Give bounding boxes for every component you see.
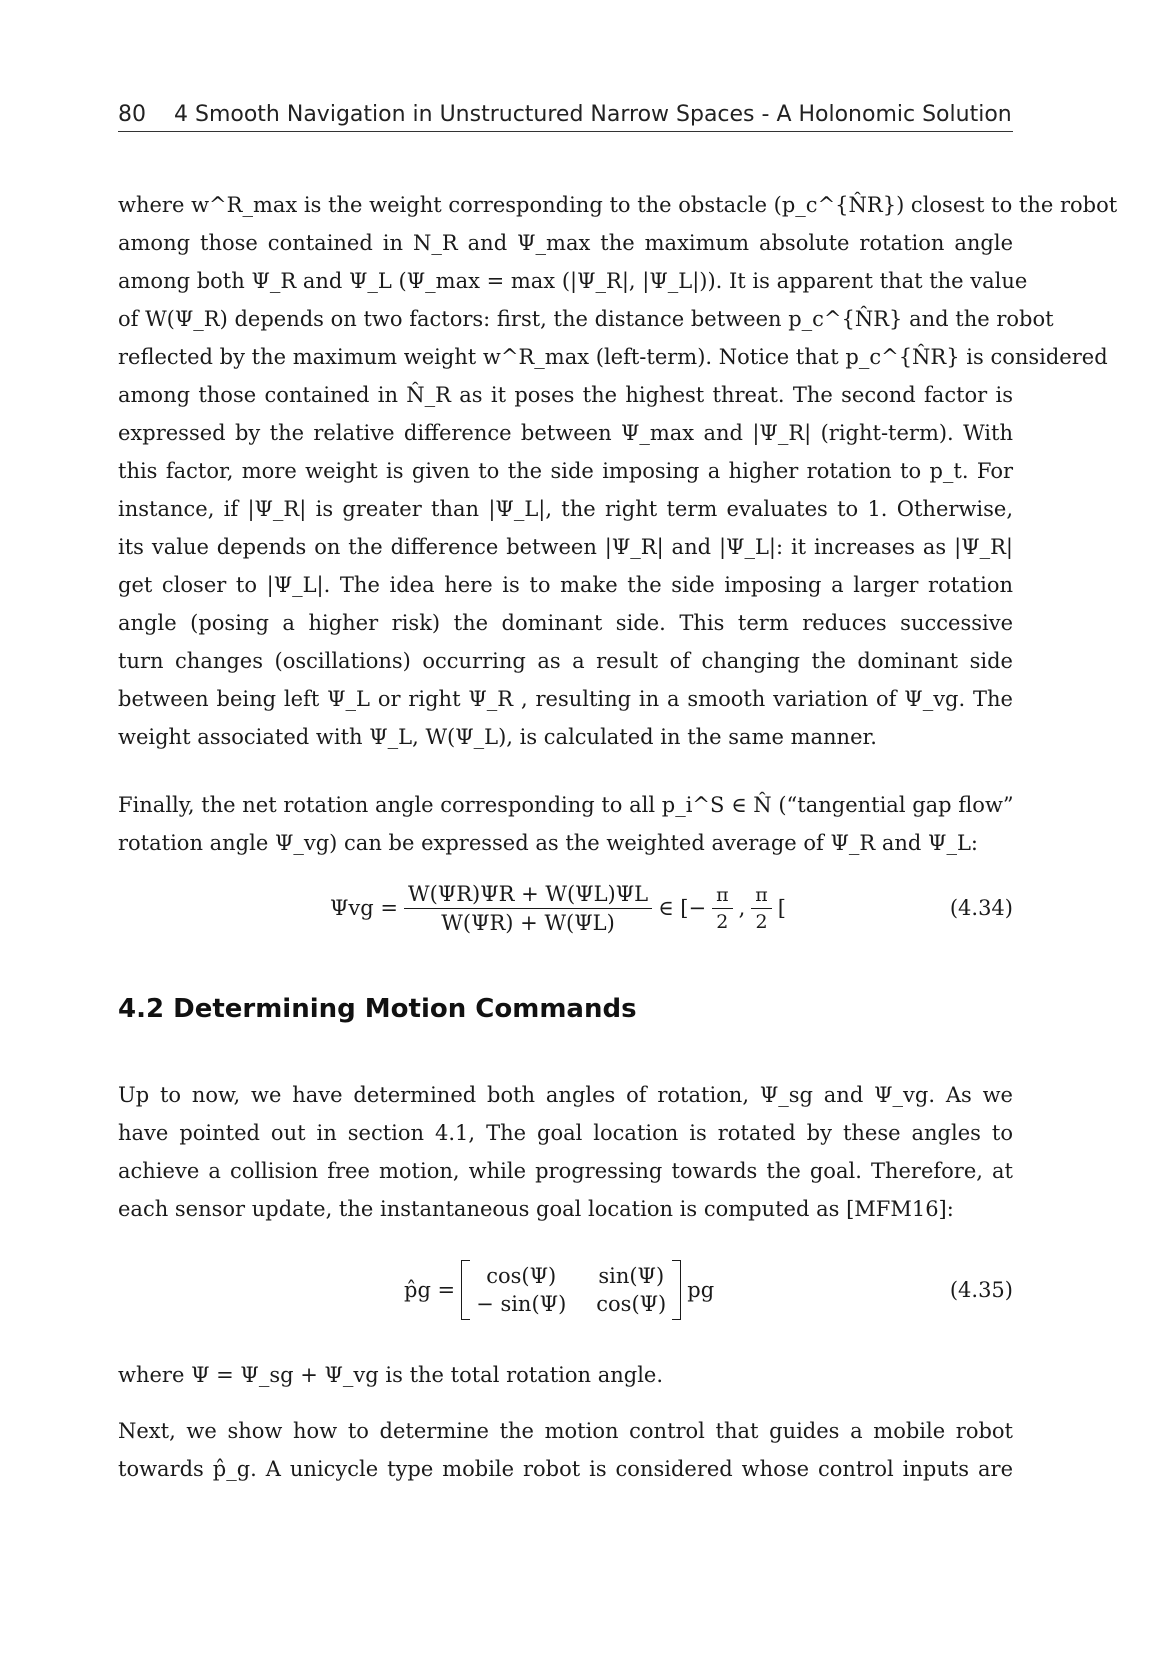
equation-body: [330, 868, 786, 948]
rotation-matrix: [461, 1260, 681, 1320]
pi-half-fraction: [751, 884, 772, 933]
page-number: 80: [118, 102, 146, 127]
text-line: where Ψ = Ψ_sg + Ψ_vg is the total rotation angle.: [118, 1363, 664, 1387]
matrix-entry: cos(Ψ): [596, 1292, 667, 1316]
equation-number: (4.34): [949, 896, 1013, 920]
text-line: have pointed out in section 4.1, The goal location is rotated by these angles to: [118, 1121, 1013, 1145]
text-line: rotation angle Ψ_vg) can be expressed as the weighted average of Ψ_R and Ψ_L:: [118, 831, 978, 855]
matrix-entry: cos(Ψ): [486, 1264, 557, 1288]
right-bracket: [672, 1260, 681, 1320]
equation-4-35: [118, 1250, 1013, 1330]
text-line: between being left Ψ_L or right Ψ_R , resulting in a smooth variation of Ψ_vg. The: [118, 687, 1013, 711]
text-line: expressed by the relative difference between Ψ_max and |Ψ_R| (right-term). With: [118, 421, 1013, 445]
left-bracket: [461, 1260, 470, 1320]
text-line: towards p̂_g. A unicycle type mobile robot is considered whose control inputs are: [118, 1457, 1013, 1481]
text-line: weight associated with Ψ_L, W(Ψ_L), is calculated in the same manner.: [118, 725, 877, 749]
text-line: among those contained in N̂_R as it poses the highest threat. The second factor is: [118, 383, 1013, 407]
text-line: turn changes (oscillations) occurring as a result of changing the dominant side: [118, 649, 1013, 673]
text-line: this factor, more weight is given to the side imposing a higher rotation to p_t. For: [118, 459, 1013, 483]
weighted-average-fraction: [404, 882, 652, 935]
equation-lhs: p̂g =: [404, 1278, 456, 1302]
text-line: Up to now, we have determined both angles of rotation, Ψ_sg and Ψ_vg. As we: [118, 1083, 1013, 1107]
range-comma: ,: [738, 896, 746, 920]
text-line: reflected by the maximum weight w^R_max (left-term). Notice that p_c^{N̂R} is considered: [118, 345, 1108, 369]
fraction-numerator: W(ΨR)ΨR + W(ΨL)ΨL: [404, 882, 652, 909]
range-prefix: ∈ [−: [658, 896, 707, 920]
text-line: get closer to |Ψ_L|. The idea here is to make the side imposing a larger rotation: [118, 573, 1013, 597]
paragraph-weight-definition: [118, 186, 1118, 756]
matrix-entries: [470, 1260, 672, 1320]
text-line: among those contained in N_R and Ψ_max the maximum absolute rotation angle: [118, 231, 1013, 255]
text-line: where w^R_max is the weight corresponding to the obstacle (p_c^{N̂R}) closest to the robot: [118, 193, 1118, 217]
matrix-entry: − sin(Ψ): [476, 1292, 567, 1316]
text-line: instance, if |Ψ_R| is greater than |Ψ_L|, the right term evaluates to 1. Otherwise,: [118, 497, 1013, 521]
paragraph-total-rotation: [118, 1356, 1013, 1394]
equation-body: [404, 1250, 714, 1330]
chapter-title: 4 Smooth Navigation in Unstructured Narrow Spaces - A Holonomic Solution: [174, 102, 1012, 127]
text-line: angle (posing a higher risk) the dominant side. This term reduces successive: [118, 611, 1013, 635]
paragraph-motion-control: [118, 1412, 1013, 1488]
pi-symbol: π: [712, 884, 733, 909]
matrix-entry: sin(Ψ): [598, 1264, 665, 1288]
text-line: each sensor update, the instantaneous goal location is computed as [MFM16]:: [118, 1197, 954, 1221]
section-heading: 4.2 Determining Motion Commands: [118, 994, 637, 1024]
equation-4-34: [118, 868, 1013, 948]
text-line: Next, we show how to determine the motion control that guides a mobile robot: [118, 1419, 1013, 1443]
two-symbol: 2: [755, 910, 768, 933]
text-line: achieve a collision free motion, while progressing towards the goal. Therefore, at: [118, 1159, 1013, 1183]
equation-rhs: pg: [687, 1278, 715, 1302]
text-line: Finally, the net rotation angle corresponding to all p_i^S ∈ N̂ (“tangential gap flow”: [118, 793, 1014, 817]
two-symbol: 2: [716, 910, 729, 933]
equation-lhs: Ψvg =: [330, 896, 398, 920]
text-line: its value depends on the difference between |Ψ_R| and |Ψ_L|: it increases as |Ψ_R|: [118, 535, 1013, 559]
paragraph-net-rotation: [118, 786, 1013, 862]
text-line: of W(Ψ_R) depends on two factors: first, the distance between p_c^{N̂R} and the robot: [118, 307, 1054, 331]
equation-number: (4.35): [949, 1278, 1013, 1302]
text-line: among both Ψ_R and Ψ_L (Ψ_max = max (|Ψ_R|, |Ψ_L|)). It is apparent that the value: [118, 269, 1028, 293]
fraction-denominator: W(ΨR) + W(ΨL): [441, 910, 615, 935]
running-header: [118, 102, 1013, 132]
pi-half-fraction: [712, 884, 733, 933]
paragraph-rotation-summary: [118, 1076, 1013, 1228]
pi-symbol: π: [751, 884, 772, 909]
range-suffix: [: [777, 896, 786, 920]
